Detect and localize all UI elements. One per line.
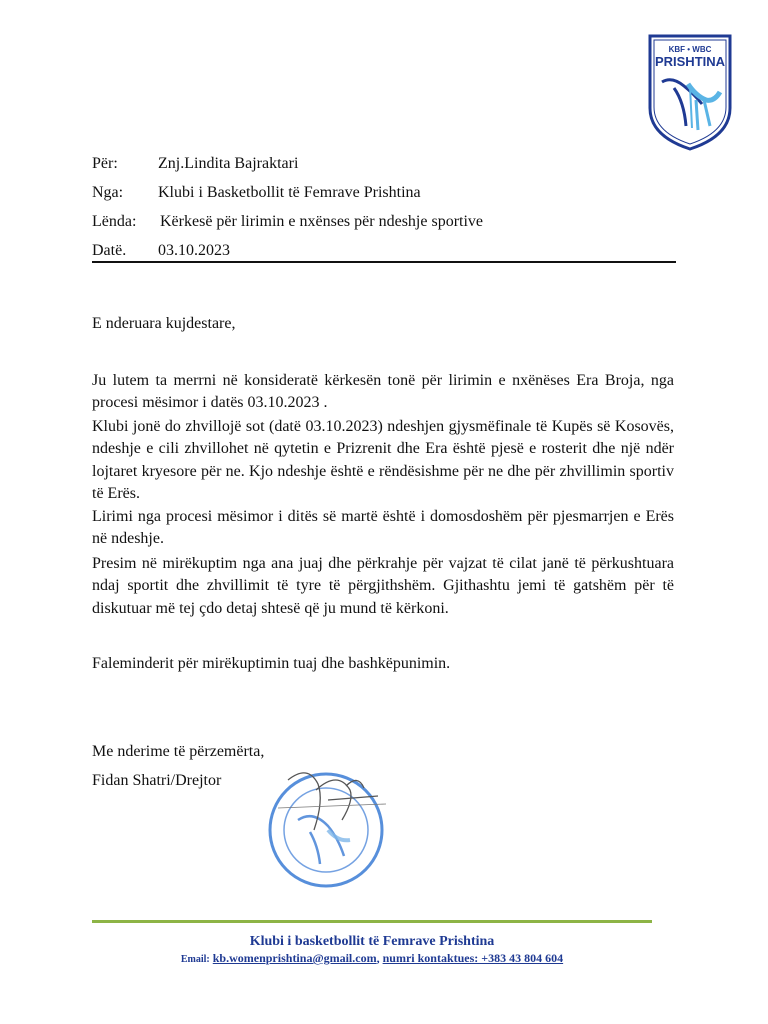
sender-row [92, 183, 421, 203]
logo-top-text: KBF • WBC [668, 45, 712, 54]
paragraph-match: Klubi jonë do zhvillojë sot (datë 03.10.2023) ndeshjen gjysmëfinale të Kupës së Kosovës, ndeshje e cili zhvillohet në qytetin e Prizrenit dhe Era është pjesë e rosterit dhe një ndër lojtaret kryesore për ne. Kjo ndeshje është e rëndësishme për ne dhe për zhvillimin sportiv të Erës. [92, 418, 674, 503]
header-divider [92, 261, 676, 263]
date-label: Datë. [92, 242, 127, 259]
paragraph-release: Lirimi nga procesi mësimor i ditës së martë është i domosdoshëm për pjesmarrjen e Erës në ndeshje. [92, 508, 674, 548]
date-row [92, 241, 230, 261]
thanks-line: Faleminderit për mirëkuptimin tuaj dhe bashkëpunimin. [92, 655, 451, 672]
sender-value: Klubi i Basketbollit të Femrave Prishtina [158, 184, 421, 201]
recipient-value: Znj.Lindita Bajraktari [158, 155, 299, 172]
subject-value: Kërkesë për lirimin e nxënses për ndeshje sportive [160, 213, 484, 230]
recipient-label: Për: [92, 155, 118, 172]
phone-number: numri kontaktues: +383 43 804 604 [382, 951, 564, 965]
sender-label: Nga: [92, 184, 124, 201]
closing-line: Me nderime të përzemërta, [92, 743, 265, 760]
club-logo [644, 30, 736, 152]
footer-divider [92, 920, 652, 923]
signature-stamp [258, 760, 408, 890]
subject-label: Lënda: [92, 213, 137, 230]
footer-club-name: Klubi i basketbollit të Femrave Prishtina [249, 934, 495, 949]
email-link[interactable]: kb.womenprishtina@gmail.com [212, 951, 377, 965]
recipient-row [92, 154, 299, 174]
subject-row [92, 212, 484, 232]
date-value: 03.10.2023 [158, 242, 230, 259]
signatory-name: Fidan Shatri/Drejtor [92, 772, 222, 789]
paragraph-support: Presim në mirëkuptim nga ana juaj dhe përkrahje për vajzat të cilat janë të përkushtuara ndaj sportit dhe zhvillimit të tyre të përgjithshëm. Gjithashtu jemi të gatshëm për të diskutuar më tej çdo detaj shtesë që ju mund të kërkoni. [92, 555, 674, 617]
salutation: E nderuara kujdestare, [92, 315, 236, 332]
email-label: Email: [180, 954, 210, 965]
paragraph-request: Ju lutem ta merrni në konsideratë kërkesën tonë për lirimin e nxënëses Era Broja, nga procesi mësimor i datës 03.10.2023 . [92, 372, 674, 412]
logo-name: PRISHTINA [654, 54, 726, 69]
footer-contact: Email: kb.womenprishtina@gmail.com, numri kontaktues: +383 43 804 604 [180, 951, 564, 965]
